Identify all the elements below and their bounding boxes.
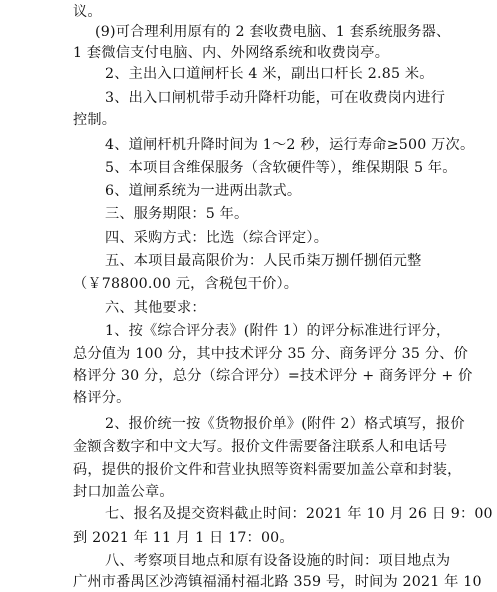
text-line-7: 4、道闸杆机升降时间为 1～2 秒，运行寿命≥500 万次。 [105,137,475,153]
text-line-3: 1 套微信支付电脑、内、外网络系统和收费岗亭。 [73,45,390,61]
text-line-21: 码，提供的报价文件和营业执照等资料需要加盖公章和封装， [73,462,462,478]
text-line-23: 七、报名及提交资料截止时间：2021 年 10 月 26 日 9：00 [105,506,493,522]
text-line-4: 2、主出入口道闸杆长 4 米，副出口杆长 2.85 米。 [105,66,434,82]
text-line-16: 总分值为 100 分，其中技术评分 35 分、商务评分 35 分、价 [73,346,468,362]
text-line-26: 广州市番禺区沙湾镇福涌村福北路 359 号，时间为 2021 年 10 [73,574,482,590]
text-line-10: 三、服务期限：5 年。 [105,206,249,222]
text-line-8: 5、本项目含维保服务（含软硬件等），维保期限 5 年。 [105,160,457,176]
text-line-24: 到 2021 年 11 月 1 日 17：00。 [73,530,294,546]
text-line-9: 6、道闸系统为一进两出款式。 [105,183,302,199]
text-line-18: 格评分。 [73,390,131,406]
text-line-17: 格评分 30 分，总分（综合评分）=技术评分 + 商务评分 + 价 [73,368,473,384]
text-line-2: (9)可合理利用原有的 2 套收费电脑、1 套系统服务器、 [95,24,451,40]
text-line-15: 1、按《综合评分表》(附件 1）的评分标准进行评分， [105,323,451,339]
text-line-6: 控制。 [73,112,117,128]
text-line-14: 六、其他要求： [105,300,206,316]
text-line-20: 金额含数字和中文大写。报价文件需要备注联系人和电话号 [73,439,448,455]
text-line-5: 3、出入口闸机带手动升降杆功能，可在收费岗内进行 [105,90,446,106]
text-line-1: 议。 [73,4,102,20]
text-line-11: 四、采购方式：比选（综合评定）。 [105,230,329,246]
text-line-25: 八、考察项目地点和原有设备设施的时间：项目地点为 [105,553,451,569]
text-line-13: （￥78800.00 元，含税包干价）。 [73,276,299,292]
text-line-19: 2、报价统一按《货物报价单》(附件 2）格式填写，报价 [105,416,465,432]
text-line-12: 五、本项目最高限价为：人民币柒万捌仟捌佰元整 [105,253,422,269]
text-line-22: 封口加盖公章。 [73,484,174,500]
